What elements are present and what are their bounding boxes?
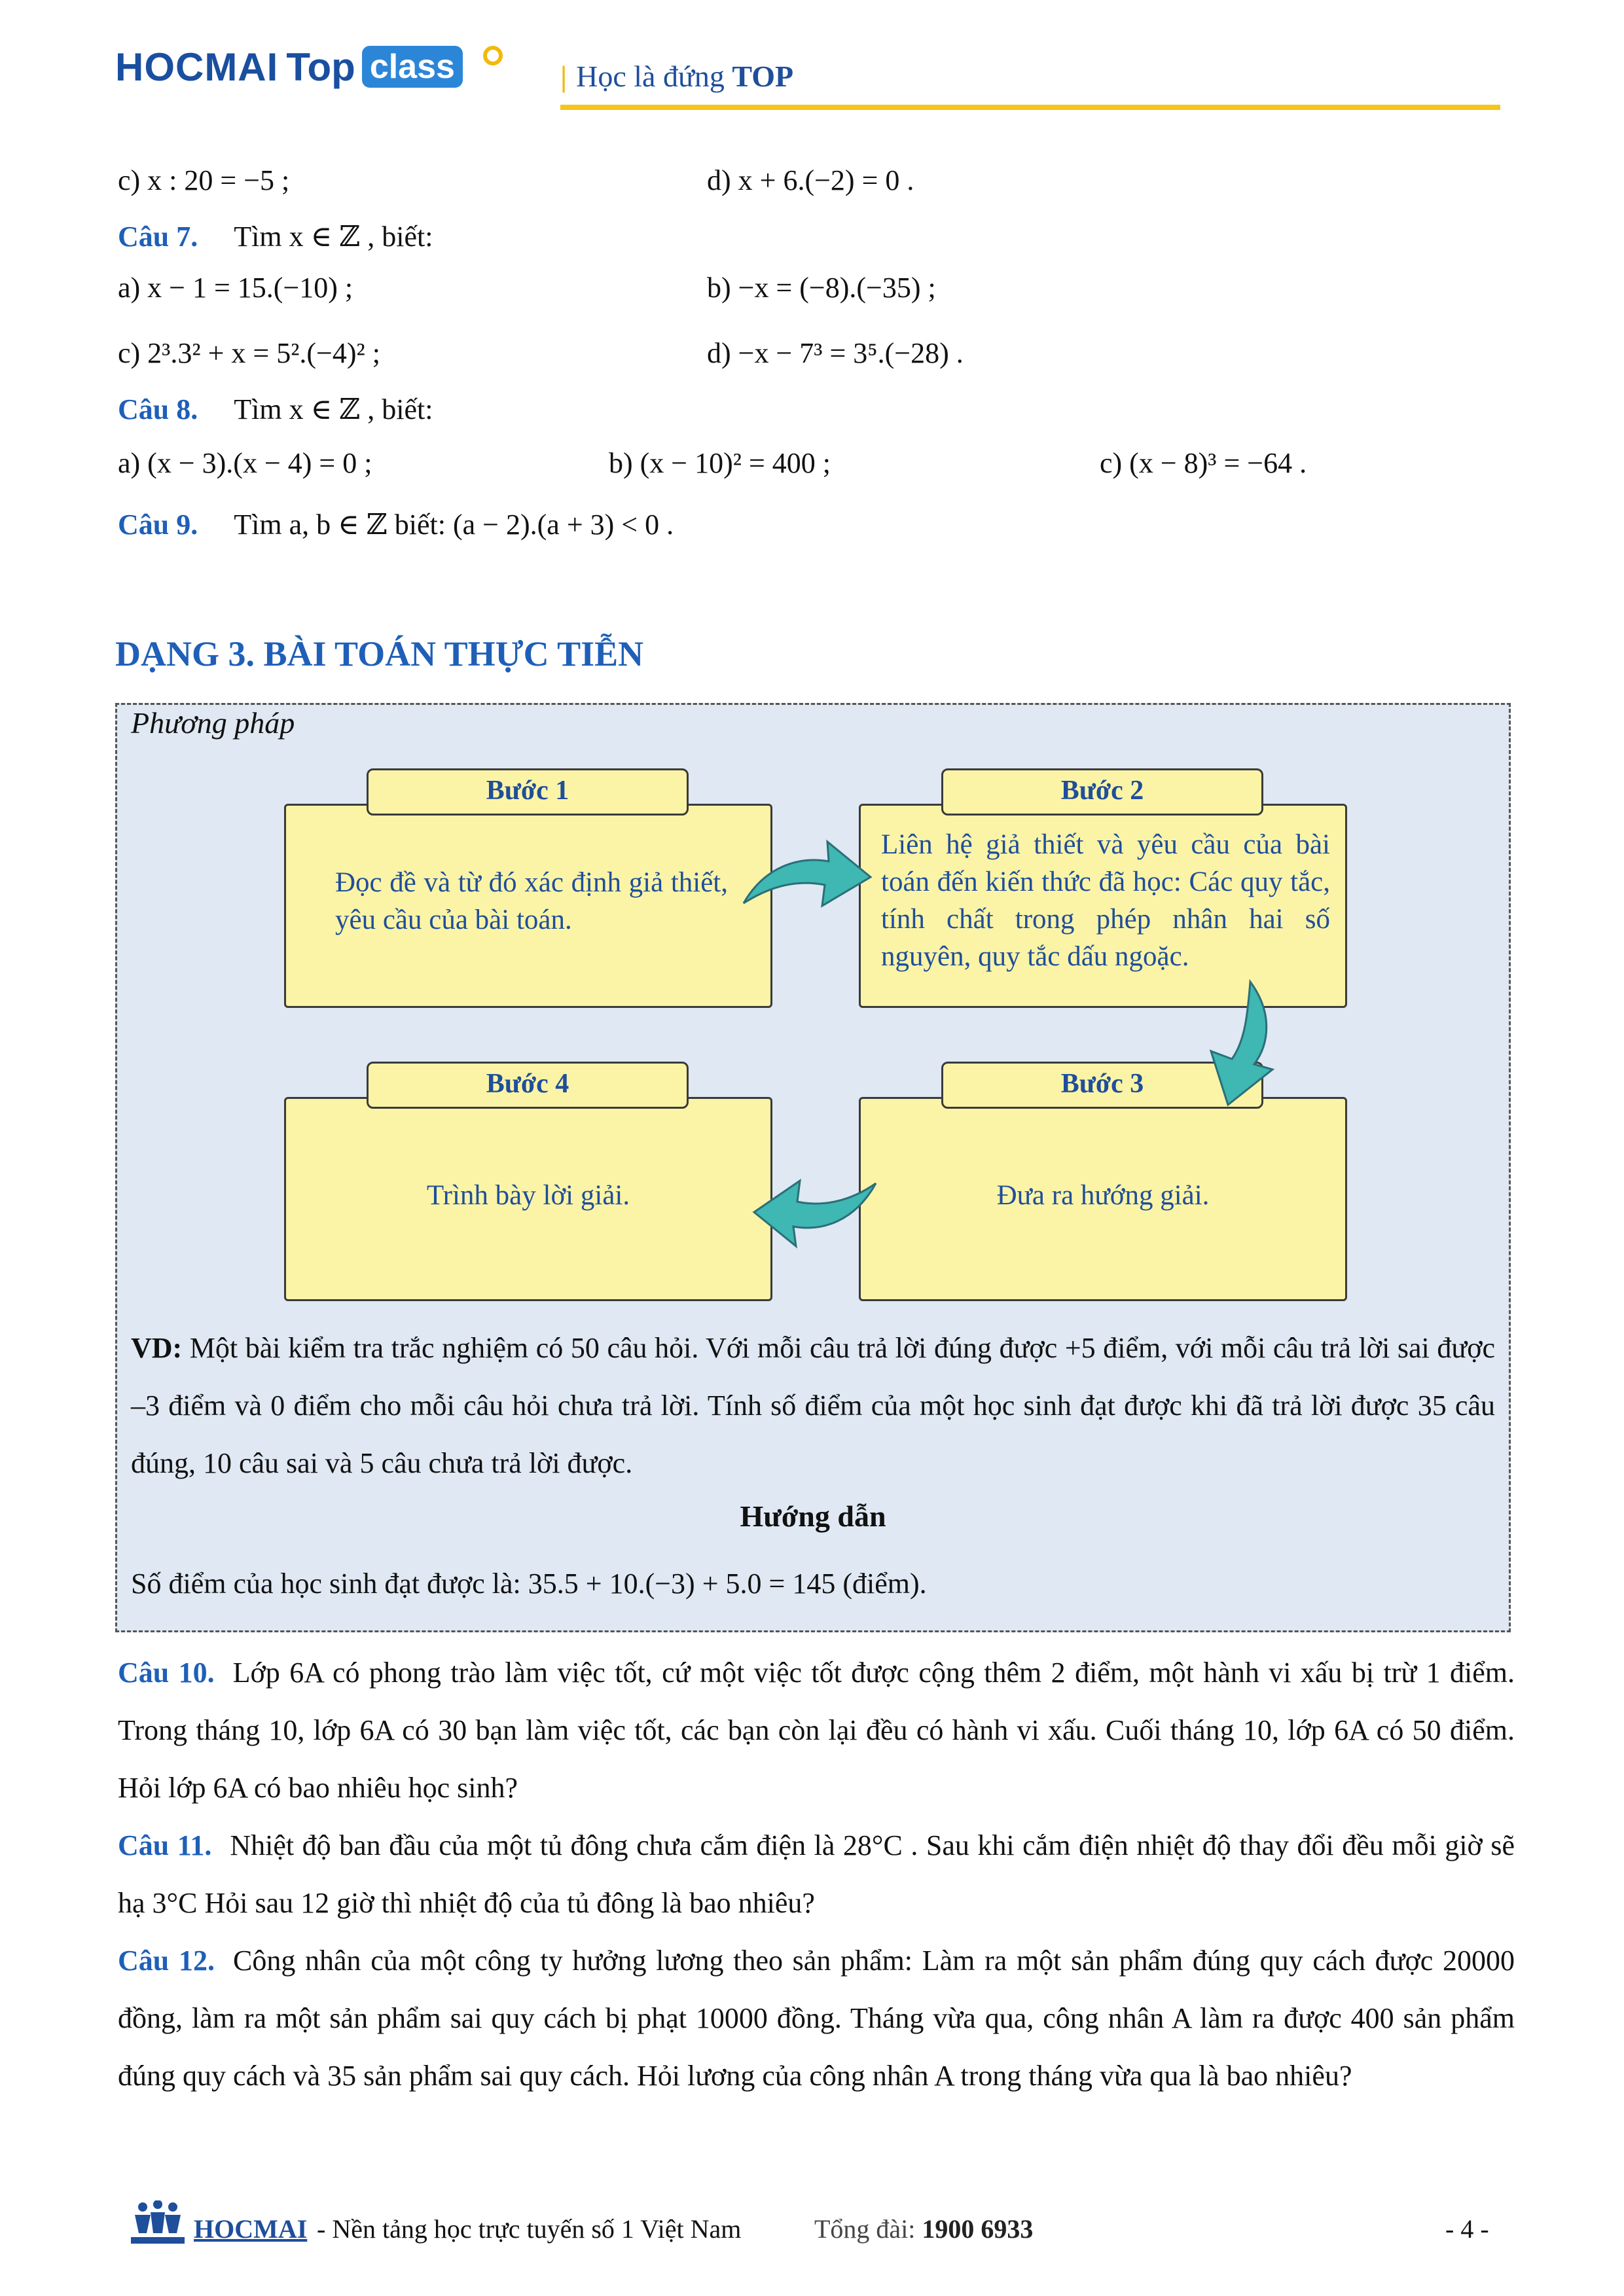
arrow-step1-to-step2-icon [738,833,876,924]
question-8-text: Tìm x ∈ ℤ , biết: [234,393,433,425]
question-9 [118,508,674,543]
exercise-7c: c) 2³.3² + x = 5².(−4)² ; [118,337,380,369]
step-3-text: Đưa ra hướng giải. [996,1180,1210,1211]
guide-title: Hướng dẫn [740,1499,886,1533]
question-11-text: Nhiệt độ ban đầu của một tủ đông chưa cắm điện là 28°C . Sau khi cắm điện nhiệt độ thay đổi đều mỗi giờ sẽ hạ 3°C Hỏi sau 12 giờ thì nhiệt độ của tủ đông là bao nhiêu? [118,1829,1515,1919]
example-label: VD: [131,1332,183,1364]
footer-hotline [814,2214,1033,2244]
page-number: - 4 - [1445,2214,1489,2244]
example-paragraph [131,1319,1495,1492]
question-10-text: Lớp 6A có phong trào làm việc tốt, cứ một việc tốt được cộng thêm 2 điểm, một hành vi xấu bị trừ 1 điểm. Trong tháng 10, lớp 6A có 30 bạn làm việc tốt, các bạn còn lại đều có hành vi xấu. Cuối tháng 10, lớp 6A có 50 điểm. Hỏi lớp 6A có bao nhiêu học sinh? [118,1657,1515,1804]
question-9-text: Tìm a, b ∈ ℤ biết: (a − 2).(a + 3) < 0 . [234,509,674,541]
question-8-label: Câu 8. [118,393,198,425]
tagline-bar-icon: | [560,60,568,93]
question-12-text: Công nhân của một công ty hưởng lương theo sản phẩm: Làm ra một sản phẩm đúng quy cách được 20000 đồng, làm ra một sản phẩm sai quy cách bị phạt 10000 đồng. Tháng vừa qua, công nhân A làm ra được 400 sản phẩm đúng quy cách và 35 sản phẩm sai quy cách. Hỏi lương của công nhân A trong tháng vừa qua là bao nhiêu? [118,1945,1515,2092]
question-11 [118,1817,1515,1932]
exercise-8a: a) (x − 3).(x − 4) = 0 ; [118,447,372,479]
exercise-8c: c) (x − 8)³ = −64 . [1100,447,1307,479]
exercise-7d: d) −x − 7³ = 3⁵.(−28) . [707,337,964,369]
step-4-text: Trình bày lời giải. [426,1180,630,1211]
step-1-label: Bước 1 [367,768,689,816]
logo-sun-icon [483,46,503,65]
question-7 [118,220,433,255]
footer-hotline-label: Tổng đài: [814,2214,922,2244]
method-title: Phương pháp [131,706,295,740]
arrow-step3-to-step4-icon [750,1164,881,1255]
logo-hocmai-text: HOCMAI [115,45,279,89]
step-4-label: Bước 4 [367,1062,689,1109]
question-10 [118,1644,1515,1817]
footer-brand[interactable]: HOCMAI [194,2214,308,2244]
step-3-label: Bước 3 [941,1062,1263,1109]
question-12 [118,1932,1515,2105]
tagline-prefix: Học là đứng [576,60,725,93]
guide-text: Số điểm của học sinh đạt được là: 35.5 + 10.(−3) + 5.0 = 145 (điểm). [131,1568,927,1600]
tagline-emph: TOP [732,60,794,93]
hocmai-topclass-logo [115,45,463,90]
example-text: Một bài kiểm tra trắc nghiệm có 50 câu hỏi. Với mỗi câu trả lời đúng được +5 điểm, với mỗi câu trả lời sai được –3 điểm và 0 điểm cho mỗi câu hỏi chưa trả lời. Tính số điểm của một học sinh đạt được khi đã trả lời được 35 câu đúng, 10 câu sai và 5 câu chưa trả lời được. [131,1332,1495,1479]
question-7-label: Câu 7. [118,221,198,253]
question-9-label: Câu 9. [118,509,198,541]
question-10-label: Câu 10. [118,1657,215,1689]
step-2-text: Liên hệ giả thiết và yêu cầu của bài toán đến kiến thức đã học: Các quy tắc, tính chất trong phép nhân hai số nguyên, quy tắc dấu ngoặc. [881,829,1330,972]
step-1-text: Đọc đề và từ đó xác định giả thiết, yêu cầu của bài toán. [335,867,728,935]
question-11-label: Câu 11. [118,1829,212,1861]
section-title: DẠNG 3. BÀI TOÁN THỰC TIỄN [115,634,644,673]
exercise-7b: b) −x = (−8).(−35) ; [707,272,936,304]
footer-slogan: - Nền tảng học trực tuyến số 1 Việt Nam [317,2214,742,2244]
exercise-6c: c) x : 20 = −5 ; [118,164,290,196]
header-rule [560,105,1500,110]
arrow-step2-to-step3-icon [1191,978,1290,1109]
header-tagline [560,59,793,94]
exercise-7a: a) x − 1 = 15.(−10) ; [118,272,353,304]
hocmai-footer-logo-icon [128,2200,187,2246]
question-8 [118,393,433,427]
footer-hotline-number: 1900 6933 [922,2214,1034,2244]
exercise-6d: d) x + 6.(−2) = 0 . [707,164,914,196]
question-12-label: Câu 12. [118,1945,215,1977]
exercise-8b: b) (x − 10)² = 400 ; [609,447,831,479]
step-2-label: Bước 2 [941,768,1263,816]
logo-top-text: Top [286,45,355,89]
logo-class-text: class [362,46,463,88]
question-7-text: Tìm x ∈ ℤ , biết: [234,221,433,253]
